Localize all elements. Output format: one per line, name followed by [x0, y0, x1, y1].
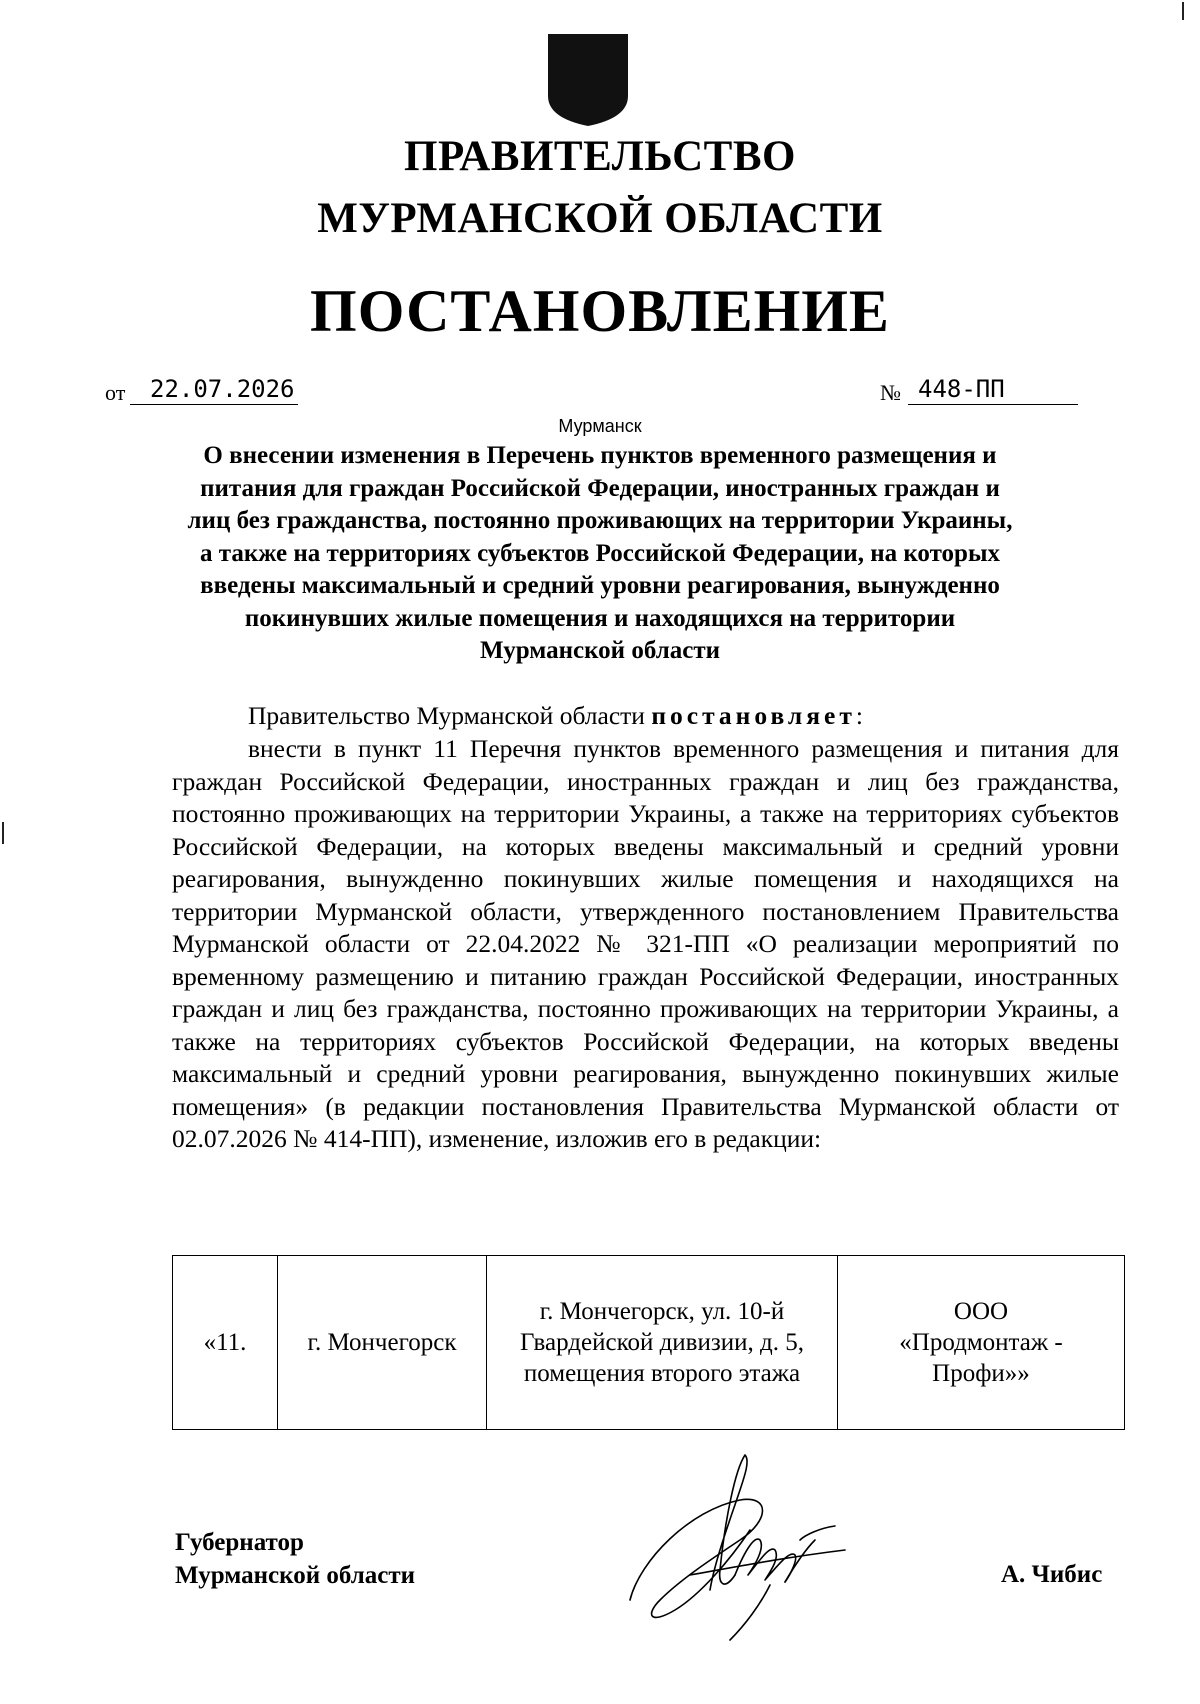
title-line: а также на территориях субъектов Российской Федерации, на которых [200, 539, 1000, 567]
scan-edge-mark [1182, 2, 1184, 20]
point-address-cell [487, 1256, 838, 1430]
title-line: покинувших жилые помещения и находящихся на территории [244, 604, 956, 632]
document-title [160, 440, 1040, 668]
preamble [248, 700, 863, 732]
document-number: 448-ПП [918, 375, 1005, 403]
table-row [173, 1256, 1125, 1430]
document-city: Мурманск [558, 416, 642, 436]
document-date: 22.07.2026 [150, 375, 295, 403]
org-name-line2: МУРМАНСКОЙ ОБЛАСТИ [317, 195, 883, 242]
title-line: О внесении изменения в Перечень пунктов временного размещения и [203, 442, 997, 469]
organization-line: Профи»» [932, 1360, 1030, 1387]
points-table [172, 1255, 1125, 1430]
document-type: ПОСТАНОВЛЕНИЕ [310, 278, 890, 344]
signatory-position-line1: Губернатор [175, 1529, 304, 1556]
point-city-cell: г. Мончегорск [278, 1256, 487, 1430]
organization-line: «Продмонтаж - [899, 1329, 1063, 1356]
signatory-name: А. Чибис [1001, 1561, 1103, 1588]
scan-edge-mark [2, 822, 4, 844]
signatory-position-line2: Мурманской области [175, 1562, 416, 1589]
address-line: помещения второго этажа [523, 1360, 801, 1387]
org-name-line1: ПРАВИТЕЛЬСТВО [404, 133, 796, 180]
preamble-colon: : [855, 701, 863, 730]
title-line: введены максимальный и средний уровни реагирования, вынужденно [200, 572, 1000, 599]
number-underline [908, 404, 1078, 405]
handwritten-signature [620, 1440, 850, 1645]
title-line: Мурманской области [479, 637, 721, 664]
title-line: питания для граждан Российской Федерации, иностранных граждан и [200, 474, 1000, 502]
point-organization-cell [838, 1256, 1125, 1430]
address-line: Гвардейской дивизии, д. 5, [520, 1329, 804, 1356]
preamble-verb: постановляет [651, 701, 856, 730]
date-prefix: от [105, 380, 126, 405]
title-line: лиц без гражданства, постоянно проживающих на территории Украины, [187, 507, 1013, 534]
preamble-subject: Правительство Мурманской области [248, 701, 645, 730]
coat-of-arms-emblem [548, 34, 628, 126]
date-underline [130, 404, 298, 405]
point-number-cell: «11. [173, 1256, 278, 1430]
organization-line: ООО [953, 1298, 1009, 1325]
address-line: г. Мончегорск, ул. 10-й [539, 1298, 785, 1325]
body-paragraph: внести в пункт 11 Перечня пунктов временного размещения и питания для граждан Российской Федерации, иностранных граждан и лиц без гражданства, постоянно проживающих на территории Украины, а также на территориях субъектов Российской Федерации, на которых введены максимальный и средний уровни реагирования, вынужденно покинувших жилые помещения и находящихся на территории Мурманской области, утвержденного постановлением Правительства Мурманской области от 22.04.2022 № 321-ПП «О реализации мероприятий по временному размещению и питанию граждан Российской Федерации, иностранных граждан и лиц без гражданства, постоянно проживающих на территории Украины, а также на территориях субъектов Российской Федерации, на которых введены максимальный и средний уровни реагирования, вынужденно покинувших жилые помещения» (в редакции постановления Правительства Мурманской области от 02.07.2026 № 414-ПП), изменение, изложив его в редакции: [172, 734, 1119, 1153]
number-prefix: № [880, 380, 901, 405]
